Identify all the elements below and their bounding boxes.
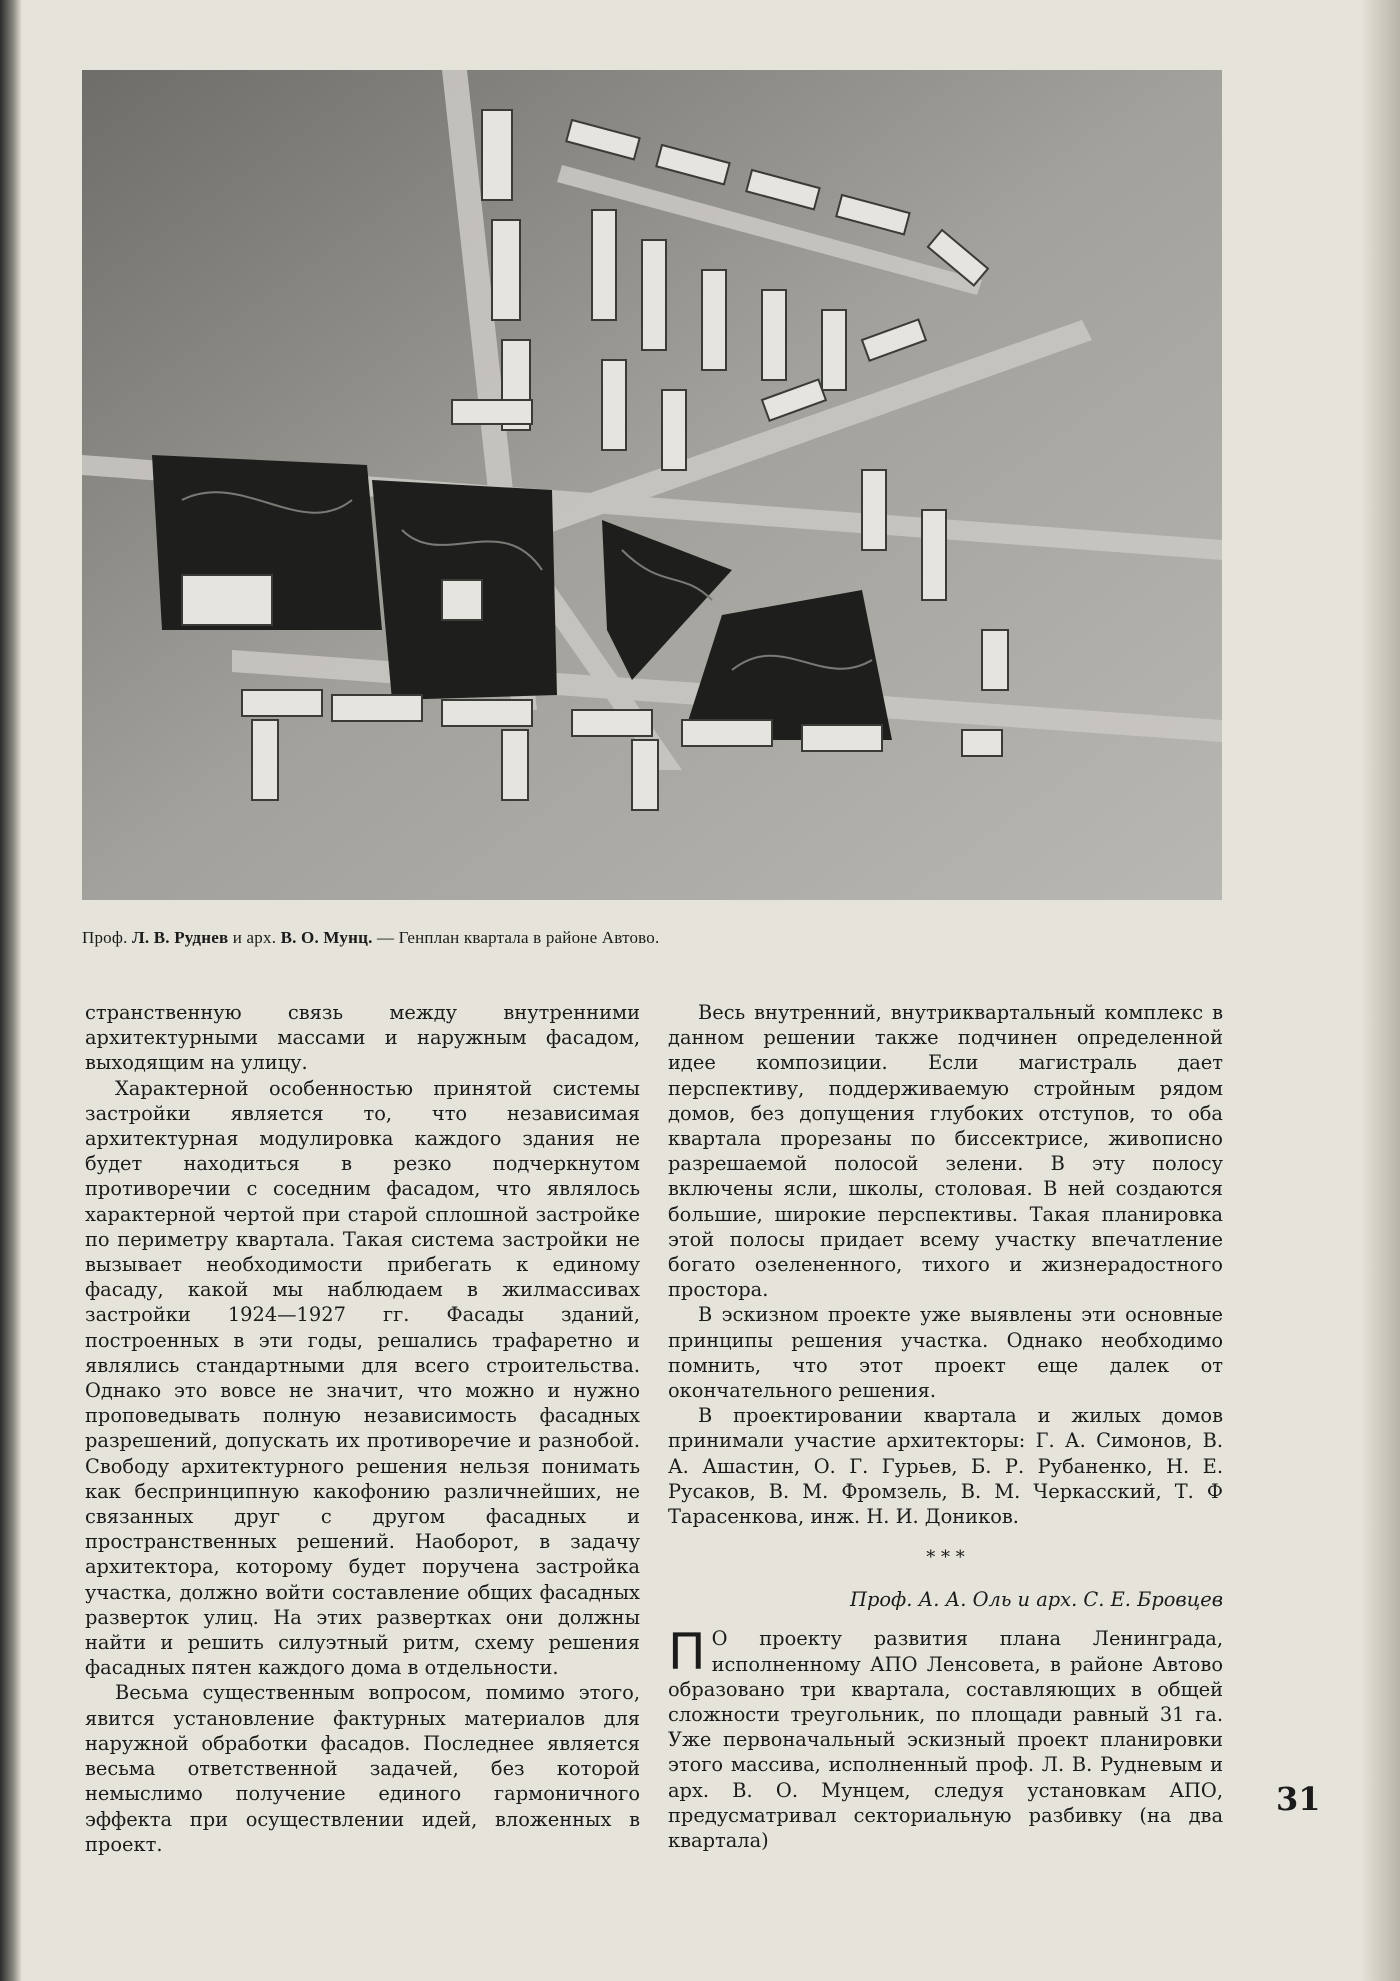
site-model-image: [82, 70, 1222, 900]
left-paragraph-1: странственную связь между внутренними архитектурными массами и наружным фасадом, выходящим на улицу.: [85, 1001, 640, 1075]
left-paragraph-2: Характерной особенностью принятой системы застройки является то, что независимая архитектурная модулировка каждого здания не будет находиться в резко подчеркнутом противоречии с соседним фасадом, что являлось характерной чертой при старой сплошной застройке по периметру квартала. Такая система застройки не вызывает необходимости прибегать к единому фасаду, какой мы наблюдаем в жилмассивах застройки 1924—1927 гг. Фасады зданий, построенных в эти годы, решались трафаретно и являлись стандартными для всего строительства. Однако это вовсе не значит, что можно и нужно проповедывать полную независимость фасадных разрешений, допускать их противоречие и разнобой. Свободу архитектурного решения нельзя понимать как беспринципную какофонию различнейших, не связанных друг с другом фасадных и пространственных решений. Наоборот, в задачу архитектора, которому будет поручена застройка участка, должно войти составление общих фасадных разверток улиц. На этих развертках они должны найти и решить силуэтный ритм, схему решения фасадных пятен каждого дома в отдельности.: [85, 1076, 640, 1680]
page-binding-shadow: [0, 0, 22, 1981]
section-separator: * * *: [926, 1547, 965, 1569]
right-column: [668, 1000, 1223, 1853]
figure-caption: [82, 928, 1222, 948]
caption-author-2: В. О. Мунц.: [280, 928, 373, 947]
right-paragraph-4: [668, 1623, 1223, 1853]
caption-mid: и арх.: [232, 928, 277, 947]
caption-prefix: Проф.: [82, 928, 128, 947]
page-edge-shadow: [1360, 0, 1400, 1981]
drop-cap: П: [668, 1623, 706, 1682]
right-paragraph-1: Весь внутренний, внутриквартальный комплекс в данном решении также подчинен определенной идее композиции. Если магистраль дает перспективу, поддерживаемую стройным рядом домов, без допущения глубоких отступов, то оба квартала прорезаны по биссектрисе, живописно разрешаемой полосой зелени. В эту полосу включены ясли, школы, столовая. В ней создаются большие, широкие перспективы. Такая планировка этой полосы придает всему участку впечатление богато озелененного, тихого и жизнерадостного простора.: [668, 1001, 1223, 1302]
caption-author-1: Л. В. Руднев: [132, 928, 229, 947]
left-column: [85, 1000, 640, 1857]
site-plan-photo: [82, 70, 1222, 900]
page-number: 31: [1276, 1780, 1321, 1818]
right-paragraph-3: В проектировании квартала и жилых домов принимали участие архитекторы: Г. А. Симонов, В. А. Ашастин, О. Г. Гурьев, Б. Р. Рубаненко, Н. Е. Русаков, В. М. Фромзель, В. М. Черкасский, Т. Ф Тарасенкова, инж. Н. И. Доников.: [668, 1404, 1223, 1529]
caption-text: — Генплан квартала в районе Автово.: [376, 928, 660, 947]
article-byline: Проф. А. А. Оль и арх. С. Е. Бровцев: [850, 1588, 1223, 1612]
right-paragraph-4-text: О проекту развития плана Ленинграда, исполненному АПО Ленсовета, в районе Автово образовано три квартала, составляющих в общей сложности треугольник, по площади равный 31 га. Уже первоначальный эскизный проект планировки этого массива, исполненный проф. Л. В. Рудневым и арх. В. О. Мунцем, следуя установкам АПО, предусматривал секториальную разбивку (на два квартала): [668, 1627, 1223, 1853]
right-paragraph-2: В эскизном проекте уже выявлены эти основные принципы решения участка. Однако необходимо помнить, что этот проект еще далек от окончательного решения.: [668, 1303, 1223, 1403]
left-paragraph-3: Весьма существенным вопросом, помимо этого, явится установление фактурных материалов для наружной обработки фасадов. Последнее является весьма ответственной задачей, без которой немыслимо получение единого гармоничного эффекта при осуществлении идей, вложенных в проект.: [85, 1681, 640, 1856]
